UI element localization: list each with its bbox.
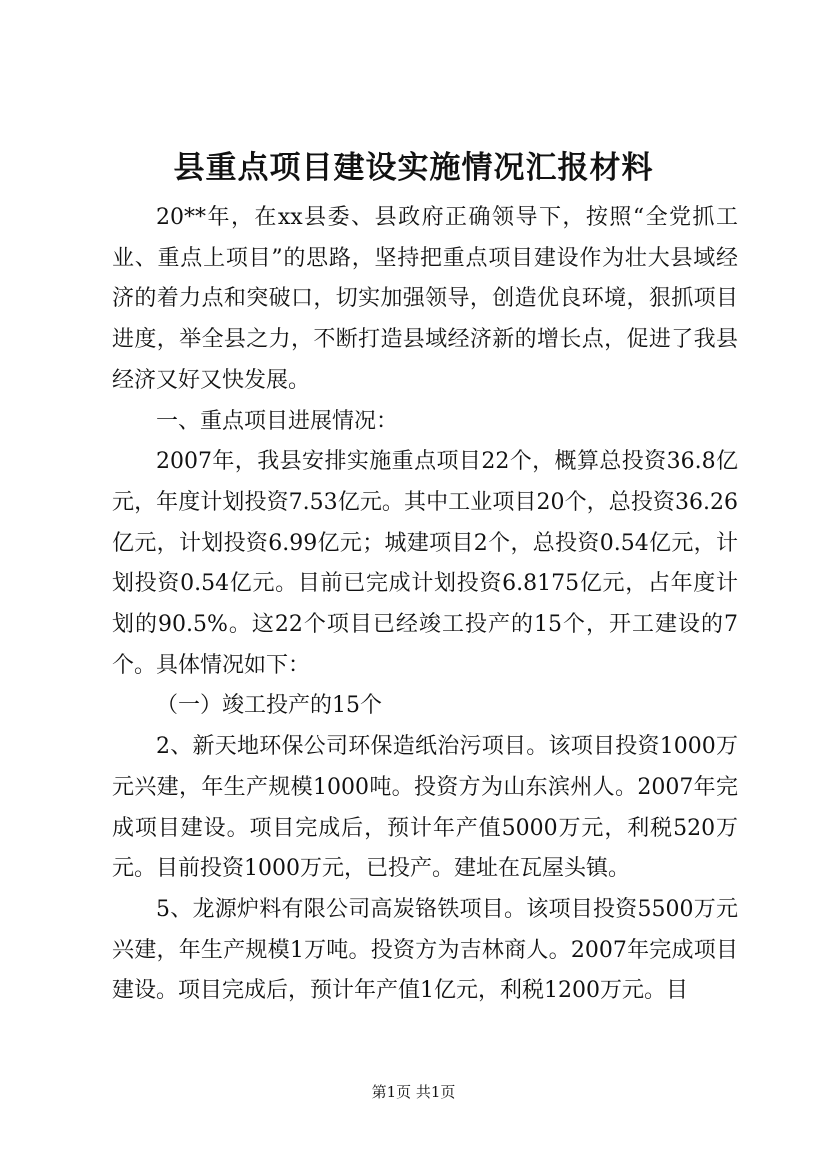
paragraph-intro: 20**年，在xx县委、县政府正确领导下，按照“全党抓工业、重点上项目”的思路，坚持把重点项目建设作为壮大县域经济的着力点和突破口，切实加强领导，创造优良环境，狠抓项目进度，举全县之力，不断打造县域经济新的增长点，促进了我县经济又好又快发展。	[112, 205, 738, 393]
document-body	[112, 198, 738, 1012]
paragraph-project-5: 5、龙源炉料有限公司高炭铬铁项目。该项目投资5500万元兴建，年生产规模1万吨。投资方为吉林商人。2007年完成项目建设。项目完成后，预计年产值1亿元，利税1200万元。目	[112, 896, 738, 1004]
page-number: 第1页 共1页	[371, 1083, 456, 1101]
paragraph-overview: 2007年，我县安排实施重点项目22个，概算总投资36.8亿元，年度计划投资7.53亿元。其中工业项目20个，总投资36.26亿元，计划投资6.99亿元；城建项目2个，总投资0.54亿元，计划投资0.54亿元。目前已完成计划投资6.8175亿元，占年度计划的90.5%。这22个项目已经竣工投产的15个，开工建设的7个。具体情况如下：	[112, 449, 738, 678]
paragraph-project-2: 2、新天地环保公司环保造纸治污项目。该项目投资1000万元兴建，年生产规模1000吨。投资方为山东滨州人。2007年完成项目建设。项目完成后，预计年产值5000万元，利税520万元。目前投资1000万元，已投产。建址在瓦屋头镇。	[112, 734, 738, 882]
subsection-heading-completed: （一）竣工投产的15个	[156, 693, 382, 719]
section-heading-progress: 一、重点项目进展情况：	[156, 408, 399, 434]
document-title: 县重点项目建设实施情况汇报材料	[173, 150, 654, 186]
